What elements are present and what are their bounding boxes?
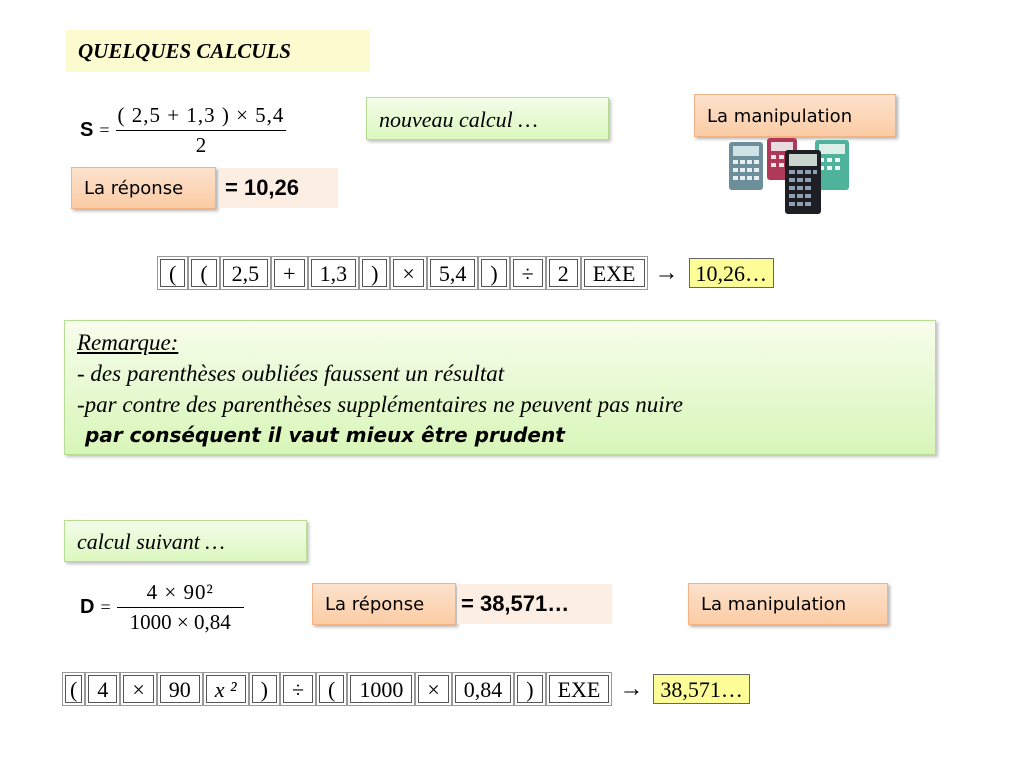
answer-value: = 38,571… xyxy=(457,584,612,624)
new-calc-button[interactable]: nouveau calcul … xyxy=(366,97,609,140)
key-divide: ÷ xyxy=(283,675,313,703)
remark-box xyxy=(64,320,936,455)
key-open-paren: ( xyxy=(65,675,82,703)
key-number: 2 xyxy=(549,259,578,287)
key-times: × xyxy=(418,675,448,703)
key-sequence-2 xyxy=(65,674,750,704)
key-number: 5,4 xyxy=(430,259,476,287)
denominator-d: 1000 × 0,84 xyxy=(129,610,231,634)
next-calc-button[interactable]: calcul suivant … xyxy=(64,520,307,562)
key-close-paren: ) xyxy=(481,259,506,287)
manipulation-button[interactable]: La manipulation xyxy=(688,583,888,625)
key-sequence-1 xyxy=(160,258,774,288)
formula-d xyxy=(80,580,244,635)
remark-line: -par contre des parenthèses supplémentaires ne peuvent pas nuire xyxy=(77,392,683,417)
equals-sign: = xyxy=(100,597,111,617)
key-open-paren: ( xyxy=(191,259,216,287)
reponse-button[interactable]: La réponse xyxy=(71,167,216,209)
key-close-paren: ) xyxy=(252,675,277,703)
variable-d: D xyxy=(80,596,95,618)
key-number: 4 xyxy=(88,675,117,703)
arrow-icon: → xyxy=(654,259,679,286)
key-divide: ÷ xyxy=(513,259,543,287)
key-exe: EXE xyxy=(549,675,610,703)
variable-s: S xyxy=(80,119,94,141)
denominator-s: 2 xyxy=(195,133,207,157)
fraction-s xyxy=(116,103,287,158)
arrow-icon: → xyxy=(619,675,644,702)
calculators-image xyxy=(727,138,851,214)
result-display: 10,26… xyxy=(689,258,775,288)
remark-heading: Remarque: xyxy=(77,330,179,355)
key-exe: EXE xyxy=(584,259,645,287)
key-number: 90 xyxy=(160,675,200,703)
page-title: QUELQUES CALCULS xyxy=(66,30,370,72)
numerator-d: 4 × 90² xyxy=(117,580,244,608)
key-number: 2,5 xyxy=(223,259,269,287)
answer-value: = 10,26 xyxy=(219,168,338,208)
remark-conclusion: par conséquent il vaut mieux être prudent xyxy=(85,423,565,447)
result-display: 38,571… xyxy=(653,674,750,704)
key-times: × xyxy=(123,675,153,703)
numerator-s: ( 2,5 + 1,3 ) × 5,4 xyxy=(116,103,287,131)
manipulation-button[interactable]: La manipulation xyxy=(694,94,896,137)
key-number: 1,3 xyxy=(311,259,357,287)
key-close-paren: ) xyxy=(362,259,387,287)
remark-line: - des parenthèses oubliées faussent un résultat xyxy=(77,361,505,386)
key-plus: + xyxy=(274,259,304,287)
formula-s xyxy=(80,103,286,158)
key-number: 1000 xyxy=(350,675,412,703)
key-number: 0,84 xyxy=(455,675,512,703)
key-times: × xyxy=(393,259,423,287)
key-open-paren: ( xyxy=(319,675,344,703)
reponse-button[interactable]: La réponse xyxy=(312,583,456,625)
key-open-paren: ( xyxy=(160,259,185,287)
key-square: x ² xyxy=(206,675,246,703)
fraction-d xyxy=(117,580,244,635)
equals-sign: = xyxy=(99,120,110,140)
key-close-paren: ) xyxy=(517,675,542,703)
